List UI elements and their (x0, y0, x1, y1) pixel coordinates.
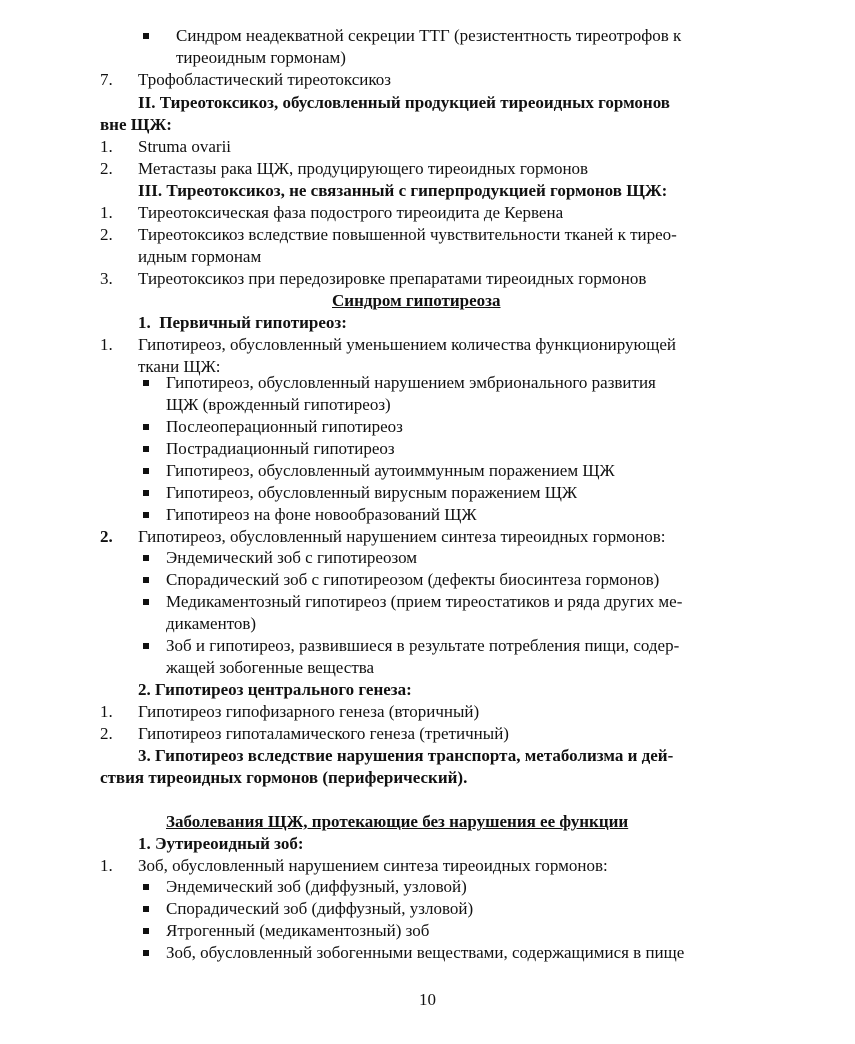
subsection-heading-peripheral-continuation: ствия тиреоидных гормонов (периферический). (100, 768, 468, 787)
bullet-icon (143, 950, 149, 956)
list-item: Синдром неадекватной секреции ТТГ (резистентность тиреотрофов к (176, 26, 682, 45)
subsection-heading-primary: 1. Первичный гипотиреоз: (138, 313, 347, 332)
section-heading-iii: III. Тиреотоксикоз, не связанный с гиперпродукцией гормонов ЩЖ: (138, 181, 668, 200)
bullet-icon (143, 884, 149, 890)
list-item: Трофобластический тиреотоксикоз (138, 70, 391, 89)
list-item: Спорадический зоб (диффузный, узловой) (166, 899, 474, 918)
list-item: Гипотиреоз, обусловленный уменьшением количества функционирующей (138, 335, 676, 354)
chapter-title-hypothyroidism: Синдром гипотиреоза (332, 291, 501, 310)
list-item: Спорадический зоб с гипотиреозом (дефекты биосинтеза гормонов) (166, 570, 660, 589)
list-item: Эндемический зоб с гипотиреозом (166, 548, 418, 567)
list-item-continuation: идным гормонам (138, 247, 262, 266)
list-item: Гипотиреоз, обусловленный вирусным поражением ЩЖ (166, 483, 578, 502)
bullet-icon (143, 555, 149, 561)
item-number: 3. (100, 269, 113, 288)
item-number: 1. (100, 702, 113, 721)
item-number: 2. (100, 724, 113, 743)
list-item: Метастазы рака ЩЖ, продуцирующего тиреоидных гормонов (138, 159, 589, 178)
list-item-continuation: ткани ЩЖ: (138, 357, 221, 376)
chapter-title-euthyroid-diseases: Заболевания ЩЖ, протекающие без нарушения ее функции (166, 812, 629, 831)
list-item: Зоб и гипотиреоз, развившиеся в результате потребления пищи, содер- (166, 636, 680, 655)
list-item: Эндемический зоб (диффузный, узловой) (166, 877, 467, 896)
item-number: 2. (100, 159, 113, 178)
list-item-continuation: дикаментов) (166, 614, 257, 633)
list-item: Тиреотоксикоз вследствие повышенной чувствительности тканей к тирео- (138, 225, 677, 244)
item-number: 1. (100, 856, 113, 875)
item-number: 1. (100, 203, 113, 222)
bullet-icon (143, 424, 149, 430)
list-item: Гипотиреоз гипофизарного генеза (вторичный) (138, 702, 480, 721)
list-item: Гипотиреоз гипоталамического генеза (третичный) (138, 724, 509, 743)
list-item: Тиреотоксическая фаза подострого тиреоидита де Кервена (138, 203, 564, 222)
list-item: Гипотиреоз на фоне новообразований ЩЖ (166, 505, 477, 524)
item-number: 1. (100, 335, 113, 354)
list-item: Гипотиреоз, обусловленный нарушением эмбрионального развития (166, 373, 656, 392)
bullet-icon (143, 490, 149, 496)
list-item: Гипотиреоз, обусловленный нарушением синтеза тиреоидных гормонов: (138, 527, 666, 546)
bullet-icon (143, 468, 149, 474)
list-item: Гипотиреоз, обусловленный аутоиммунным поражением ЩЖ (166, 461, 615, 480)
subsection-heading-peripheral: 3. Гипотиреоз вследствие нарушения транспорта, метаболизма и дей- (138, 746, 674, 765)
item-number: 2. (100, 225, 113, 244)
bullet-icon (143, 599, 149, 605)
bullet-icon (143, 643, 149, 649)
list-item: Медикаментозный гипотиреоз (прием тиреостатиков и ряда других ме- (166, 592, 683, 611)
section-heading-ii: II. Тиреотоксикоз, обусловленный продукцией тиреоидных гормонов (138, 93, 670, 112)
item-number: 1. (100, 137, 113, 156)
list-item-continuation: тиреоидным гормонам) (176, 48, 346, 67)
bullet-icon (143, 33, 149, 39)
bullet-icon (143, 380, 149, 386)
bullet-icon (143, 577, 149, 583)
item-number: 7. (100, 70, 113, 89)
page-number: 10 (419, 990, 436, 1009)
list-item: Послеоперационный гипотиреоз (166, 417, 403, 436)
item-number: 2. (100, 527, 113, 546)
list-item: Ятрогенный (медикаментозный) зоб (166, 921, 430, 940)
list-item-continuation: жащей зобогенные вещества (166, 658, 375, 677)
list-item: Зоб, обусловленный зобогенными веществами, содержащимися в пище (166, 943, 685, 962)
list-item: Пострадиационный гипотиреоз (166, 439, 395, 458)
section-heading-ii-continuation: вне ЩЖ: (100, 115, 172, 134)
list-item-continuation: ЩЖ (врожденный гипотиреоз) (166, 395, 391, 414)
list-item: Тиреотоксикоз при передозировке препаратами тиреоидных гормонов (138, 269, 647, 288)
bullet-icon (143, 906, 149, 912)
list-item: Зоб, обусловленный нарушением синтеза тиреоидных гормонов: (138, 856, 608, 875)
subsection-heading-central: 2. Гипотиреоз центрального генеза: (138, 680, 412, 699)
bullet-icon (143, 446, 149, 452)
bullet-icon (143, 928, 149, 934)
list-item: Struma ovarii (138, 137, 232, 156)
subsection-heading-euthyroid-goiter: 1. Эутиреоидный зоб: (138, 834, 304, 853)
bullet-icon (143, 512, 149, 518)
